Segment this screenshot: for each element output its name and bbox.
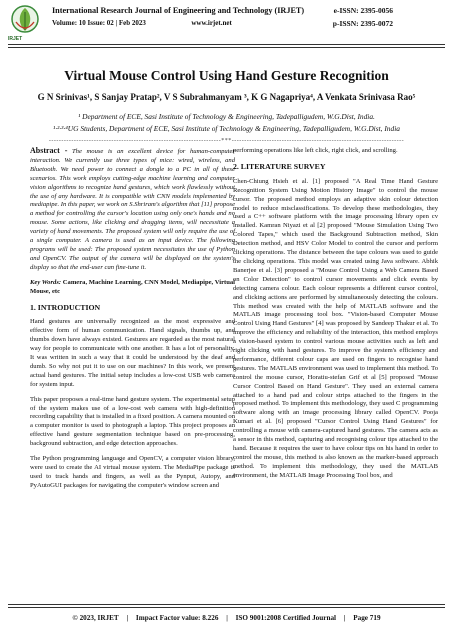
irjet-logo-icon — [10, 4, 40, 38]
intro-paragraph-2: This paper proposes a real-time hand gesture system. The experimental setup of the system makes use of a low-cost web camera with high-definition recording capability that is installed in a fixed position. A camera mounted on a computer monitor is used to photograph a laptop. This project proposes an effective hand gesture segmentation technique based on pre-processing, background subtraction, and edge detection approaches. — [30, 395, 235, 448]
abstract-text: The mouse is an excellent device for human-computer interaction. We currently use three types of mice: wired, wireless, and Bluetooth. We need power to connect a dongle to a PC in all of these scenarios. This work employs cutting-edge machine learning and computer vision algorithms to recognize hand gestures, which work flawlessly without the use of any hardware. It is compatible with CNN models implemented by mediapipe. In this paper, we work on S.Shriram's algorithm that [11] propose a method for controlling the cursor's location using only one's hands and no mouse. Some actions, like clicking and dragging items, will necessitate a variety of hand movements. The proposed system will only require the use of a single computer. A camera is used as an input device. The following programs will be used: The proposed system necessitates the use of Python and OpenCV. The output of the camera will be displayed on the system's display so that the end-user can fine-tune it. — [30, 148, 235, 271]
issue-meta — [52, 19, 232, 27]
section-heading-introduction: 1. INTRODUCTION — [30, 302, 101, 312]
footer-divider: | — [343, 614, 346, 622]
abstract-label: Abstract - — [30, 146, 68, 155]
abstract — [30, 147, 235, 273]
intro-paragraph-1: Hand gestures are universally recognized as the most expressive and effective form of human communication. Hand signals, thumbs up, and thumbs down have always existed. Gestures are regarded as the most natural way for people to communicate with one another. It has a lot of personality. It was written in such a way that it could be understood by the deaf and dumb. So why not put it to use on our machines? In this work, we present actual hand gestures. The initial setup includes a low-cost USB web camera for system input. — [30, 318, 235, 388]
volume-issue: Volume: 10 Issue: 02 | Feb 2023 — [52, 19, 146, 27]
left-column — [30, 147, 235, 497]
logo-label: IRJET — [8, 36, 23, 42]
eissn: e-ISSN: 2395-0056 — [333, 6, 393, 15]
footer-rule-bottom — [8, 607, 445, 608]
header-rule-bottom — [8, 47, 445, 48]
intro-paragraph-3: The Python programming language and OpenCV, a computer vision library, were used to create the AI virtual mouse system. The MediaPipe package is used to track hands and fingers, as well as the Pynput, Autopy, and PyAutoGUI packages for navigating the computer's window screen and — [30, 455, 235, 489]
keywords — [30, 279, 235, 297]
section-separator: ---------------------------------------------------------------------***--------------------------------------------------------------------- — [48, 138, 405, 144]
footer-copyright: © 2023, IRJET — [72, 614, 119, 622]
page-footer — [0, 614, 453, 622]
footer-impact-factor: Impact Factor value: 8.226 — [135, 614, 219, 622]
pissn: p-ISSN: 2395-0072 — [332, 19, 393, 28]
website-link[interactable]: www.irjet.net — [191, 19, 232, 27]
footer-page-number: Page 719 — [353, 614, 381, 622]
paper-title: Virtual Mouse Control Using Hand Gesture Recognition — [64, 68, 389, 83]
keywords-label: Key Words: — [30, 278, 62, 286]
literature-paragraph-1: Chen-Chiung Hsieh et al. [1] proposed "A Real Time Hand Gesture Recognition System Using Motion History Image" to control the mouse cursor. The proposed method employs an adaptive skin colour detection model to reduce misclassifications. To develop these methodologies, they used a C++ software platform with the image processing library open cv installed. Kamran Niyazi et al [2] proposed "Mouse Simulation Using Two Colored Tapes," which used the Background Subtraction method, Skin Detection method, and HSV Color Model to control the cursor and perform clicking operations. The distance between the tape colours was used to guide the clicking operations. This model was created using Java software. Abhik Banerjee et al. [3] proposed a "Mouse Control Using a Web Camera Based on Color Detection" to control cursor movements and click events by detecting camera colour. Each colour represents a different cursor control, and clicking actions are performed by simultaneously detecting the colours. This method was created with the help of MATLAB software and the MATLAB image processing tool box. "Vision-based Computer Mouse Control Using Hand Gestures" [4] was proposed by Sandeep Thakur et al. To improve the efficiency and reliability of the interaction, this method employs a vision-based system to control various mouse activities such as left and right clicking with hand gestures. To improve the system's efficiency and performance, different colour caps are used on fingers to recognise hand gestures. The MATLAB environment was used to implement this method. To control the mouse cursor, Horatiu-stefan Grif et al [5] proposed "Mouse Cursor Control Based on Hand Gesture". They used an external camera attached to a hand pad and colour strips attached to the fingers in the proposed method. To implement this methodology, they used C programming software along with an image processing library called OpenCV. Pooja Kumari et al. [6] proposed "Cursor Control Using Hand Gestures" for controlling a mouse with camera-captured hand gestures. The camera acts as a sensor in this method, capturing and recognising colour tips attached to the hand. Because it requires the user to have colour tips on his hand in order to control the mouse, this method is also known as the marker-based approach method. To implement this methodology, they used the MATLAB environment, the MATLAB Image Processing Tool box, and — [233, 177, 438, 479]
footer-iso: ISO 9001:2008 Certified Journal — [235, 614, 337, 622]
journal-name: International Research Journal of Engineering and Technology (IRJET) — [52, 6, 305, 15]
intro-paragraph-3-continued: performing operations like left click, right click, and scrolling. — [233, 147, 398, 154]
affiliation-2: ¹·²·³·⁴UG Students, Department of ECE, Sasi Institute of Technology & Engineering, Tadepalligudem, W.G.Dist, India — [53, 124, 400, 133]
header-rule-top — [8, 44, 445, 45]
affiliation-1: ¹ Department of ECE, Sasi Institute of Technology & Engineering, Tadepalligudem, W.G.Dist, India. — [78, 112, 375, 121]
section-heading-literature-survey: 2. LITERATURE SURVEY — [233, 161, 326, 171]
footer-divider: | — [226, 614, 228, 622]
footer-rule-top — [8, 604, 445, 605]
keywords-text: Camera, Machine Learning, CNN Model, Mediapipe, Virtual Mouse, etc — [30, 278, 235, 295]
author-list: G N Srinivas¹, S Sanjay Pratap², V S Subrahmanyam ³, K G Nagapriya⁴, A Venkata Srinivasa Rao⁵ — [37, 92, 416, 102]
journal-header — [0, 0, 453, 46]
footer-divider: | — [126, 614, 129, 622]
right-column — [233, 147, 438, 487]
